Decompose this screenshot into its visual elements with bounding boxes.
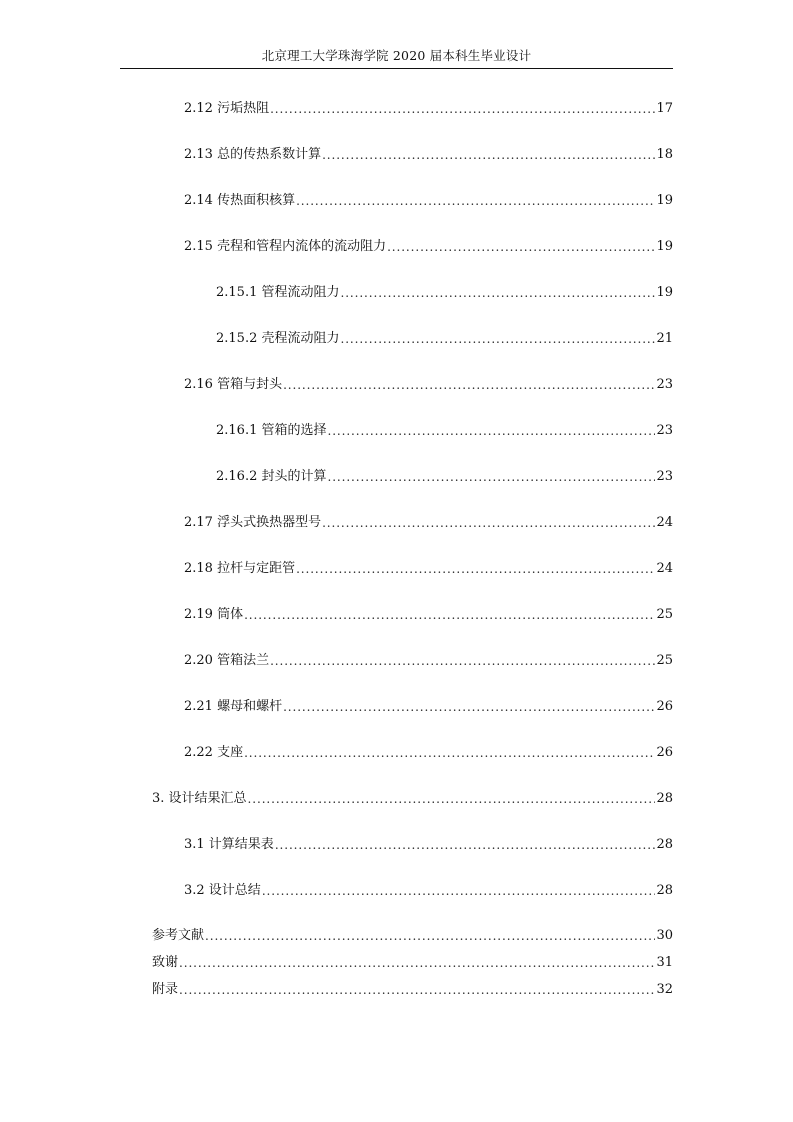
toc-entry-title: 参考文献	[152, 928, 205, 943]
toc-entry-title: 2.20 管箱法兰	[184, 653, 270, 668]
toc-dot-leader	[244, 605, 655, 625]
toc-page-number: 18	[656, 147, 673, 162]
toc-page-number: 24	[656, 561, 673, 576]
toc-dot-leader	[275, 835, 656, 855]
toc-dot-leader	[296, 191, 655, 211]
toc-page-number: 19	[656, 239, 673, 254]
toc-page-number: 28	[656, 883, 673, 898]
toc-entry-3[interactable]	[152, 789, 673, 809]
toc-dot-leader	[205, 926, 655, 946]
toc-entry-3-2[interactable]	[184, 881, 673, 901]
toc-dot-leader	[340, 329, 655, 349]
toc-entry-2-13[interactable]	[184, 145, 673, 165]
toc-page-number: 26	[656, 745, 673, 760]
toc-entry-2-17[interactable]	[184, 513, 673, 533]
toc-entry-title: 2.22 支座	[184, 745, 244, 760]
toc-dot-leader	[322, 513, 655, 533]
toc-entry-title: 致谢	[152, 955, 179, 970]
toc-entry-title: 2.18 拉杆与定距管	[184, 561, 296, 576]
toc-entry-acknowledgements[interactable]	[152, 953, 673, 973]
toc-entry-title: 2.16.1 管箱的选择	[216, 423, 327, 438]
toc-page-number: 26	[656, 699, 673, 714]
toc-entry-2-16-2[interactable]	[216, 467, 673, 487]
toc-entry-title: 3.1 计算结果表	[184, 837, 274, 852]
toc-dot-leader	[270, 651, 655, 671]
toc-page-number: 32	[656, 982, 673, 997]
toc-page-number: 28	[656, 837, 673, 852]
toc-dot-leader	[262, 881, 656, 901]
toc-dot-leader	[327, 467, 655, 487]
toc-entry-title: 2.15.2 壳程流动阻力	[216, 331, 340, 346]
toc-page-number: 23	[656, 377, 673, 392]
toc-dot-leader	[270, 99, 655, 119]
toc-entry-2-14[interactable]	[184, 191, 673, 211]
toc-entry-title: 3. 设计结果汇总	[152, 791, 247, 806]
toc-page-number: 19	[656, 285, 673, 300]
toc-dot-leader	[244, 743, 655, 763]
toc-page-number: 24	[656, 515, 673, 530]
toc-entry-2-15[interactable]	[184, 237, 673, 257]
toc-entry-2-16[interactable]	[184, 375, 673, 395]
toc-dot-leader	[340, 283, 655, 303]
toc-dot-leader	[296, 559, 655, 579]
toc-entry-title: 2.16.2 封头的计算	[216, 469, 327, 484]
toc-page-number: 23	[656, 469, 673, 484]
toc-page-number: 28	[656, 791, 673, 806]
toc-entry-3-1[interactable]	[184, 835, 673, 855]
toc-entry-title: 2.17 浮头式换热器型号	[184, 515, 322, 530]
toc-entry-title: 2.21 螺母和螺杆	[184, 699, 283, 714]
toc-entry-title: 3.2 设计总结	[184, 883, 261, 898]
toc-entry-title: 2.19 筒体	[184, 607, 244, 622]
toc-page-number: 17	[656, 101, 673, 116]
toc-entry-title: 2.14 传热面积核算	[184, 193, 296, 208]
toc-entry-2-18[interactable]	[184, 559, 673, 579]
toc-page-number: 23	[656, 423, 673, 438]
toc-entry-appendix[interactable]	[152, 980, 673, 1000]
toc-page-number: 21	[656, 331, 673, 346]
toc-entry-2-12[interactable]	[184, 99, 673, 119]
toc-entry-title: 2.15.1 管程流动阻力	[216, 285, 340, 300]
toc-dot-leader	[179, 980, 655, 1000]
toc-entry-title: 2.15 壳程和管程内流体的流动阻力	[184, 239, 387, 254]
toc-page-number: 25	[656, 653, 673, 668]
toc-page-number: 30	[656, 928, 673, 943]
toc-entry-2-15-2[interactable]	[216, 329, 673, 349]
toc-entry-2-22[interactable]	[184, 743, 673, 763]
toc-entry-title: 附录	[152, 982, 179, 997]
toc-page-number: 19	[656, 193, 673, 208]
toc-entry-2-20[interactable]	[184, 651, 673, 671]
page-header: 北京理工大学珠海学院 2020 届本科生毕业设计	[261, 48, 532, 63]
toc-dot-leader	[327, 421, 655, 441]
toc-dot-leader	[179, 953, 655, 973]
toc-entry-2-15-1[interactable]	[216, 283, 673, 303]
toc-entry-2-19[interactable]	[184, 605, 673, 625]
toc-entry-2-16-1[interactable]	[216, 421, 673, 441]
toc-dot-leader	[387, 237, 655, 257]
toc-entry-2-21[interactable]	[184, 697, 673, 717]
toc-dot-leader	[322, 145, 655, 165]
toc-dot-leader	[283, 375, 655, 395]
toc-page-number: 31	[656, 955, 673, 970]
header-divider	[120, 68, 673, 69]
toc-page-number: 25	[656, 607, 673, 622]
toc-dot-leader	[283, 697, 655, 717]
toc-entry-title: 2.13 总的传热系数计算	[184, 147, 322, 162]
toc-entry-references[interactable]	[152, 926, 673, 946]
toc-dot-leader	[248, 789, 656, 809]
toc-entry-title: 2.12 污垢热阻	[184, 101, 270, 116]
toc-entry-title: 2.16 管箱与封头	[184, 377, 283, 392]
